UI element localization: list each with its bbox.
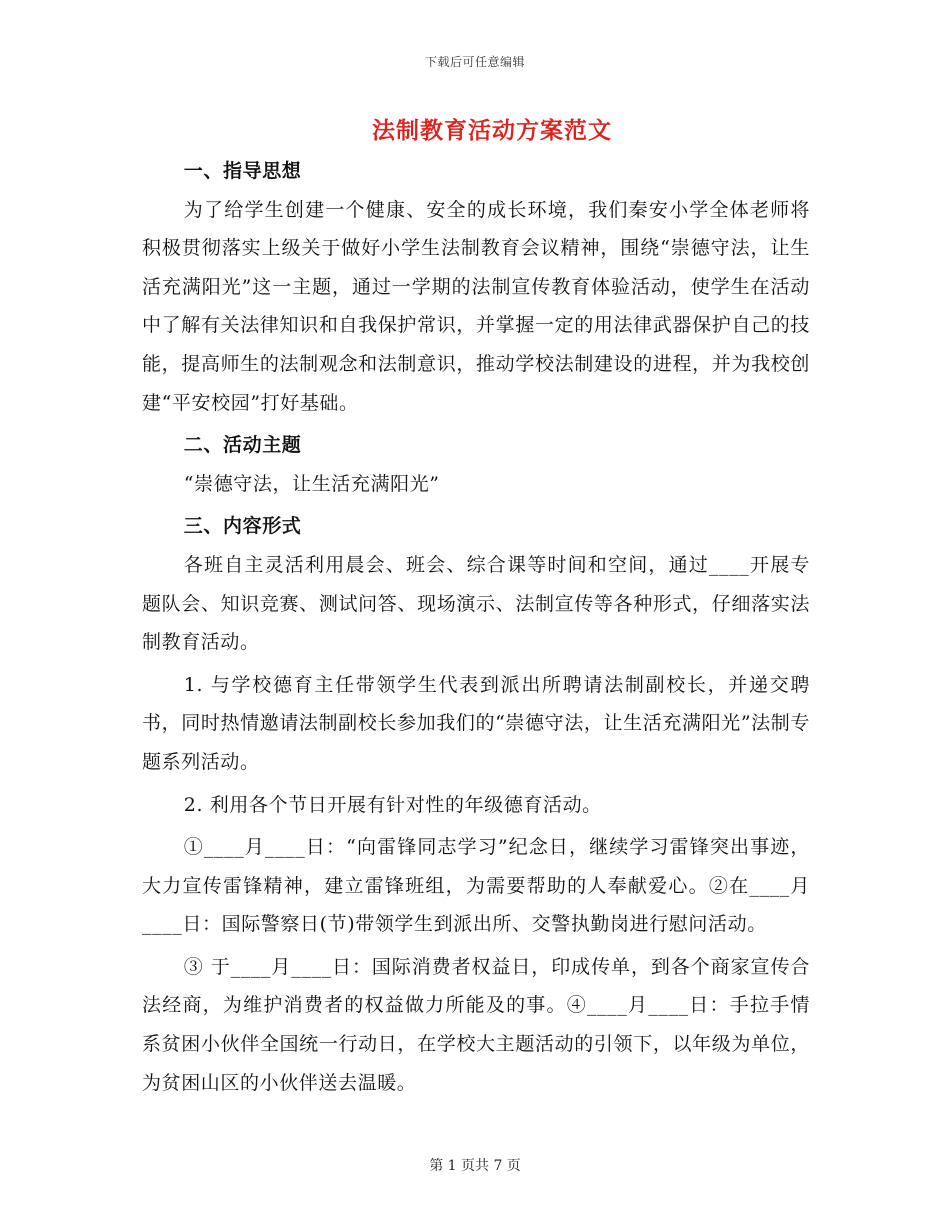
paragraph: ③ 于____月____日：国际消费者权益日，印成传单，到各个商家宣传合法经商，为维护消费者的权益做力所能及的事。④____月____日：手拉手情系贫困小伙伴全国统一行动日，在学校大主题活动的引领下，以年级为单位，为贫困山区的小伙伴送去温暖。	[142, 955, 810, 1094]
page-number: 第 1 页共 7 页	[429, 1158, 521, 1174]
paragraph: 为了给学生创建一个健康、安全的成长环境，我们秦安小学全体老师将积极贯彻落实上级关于做好小学生法制教育会议精神，围绕“崇德守法，让生活充满阳光”这一主题，通过一学期的法制宣传教育体验活动，使学生在活动中了解有关法律知识和自我保护常识，并掌握一定的用法律武器保护自己的技能，提高师生的法制观念和法制意识，推动学校法制建设的进程，并为我校创建“平安校园”打好基础。	[142, 198, 810, 414]
document-title: 法制教育活动方案范文	[372, 117, 612, 144]
paragraph: 各班自主灵活利用晨会、班会、综合课等时间和空间，通过____开展专题队会、知识竞赛、测试问答、现场演示、法制宣传等各种形式，仔细落实法制教育活动。	[142, 553, 810, 654]
document-body	[142, 152, 810, 1102]
header-note: 下载后可任意编辑	[424, 55, 525, 69]
section-heading: 二、活动主题	[183, 434, 302, 457]
section-heading: 三、内容形式	[183, 515, 302, 538]
paragraph: 1. 与学校德育主任带领学生代表到派出所聘请法制副校长，并递交聘书，同时热情邀请法制副校长参加我们的“崇德守法，让生活充满阳光”法制专题系列活动。	[142, 673, 810, 773]
paragraph: ①____月____日：“向雷锋同志学习”纪念日，继续学习雷锋突出事迹，大力宣传雷锋精神，建立雷锋班组，为需要帮助的人奉献爱心。②在____月____日：国际警察日(节)带领学生到派出所、交警执勤岗进行慰问活动。	[142, 836, 810, 936]
section-heading: 一、指导思想	[183, 160, 302, 182]
paragraph: 2. 利用各个节日开展有针对性的年级德育活动。	[183, 793, 602, 816]
paragraph: “崇德守法，让生活充满阳光”	[183, 472, 440, 495]
